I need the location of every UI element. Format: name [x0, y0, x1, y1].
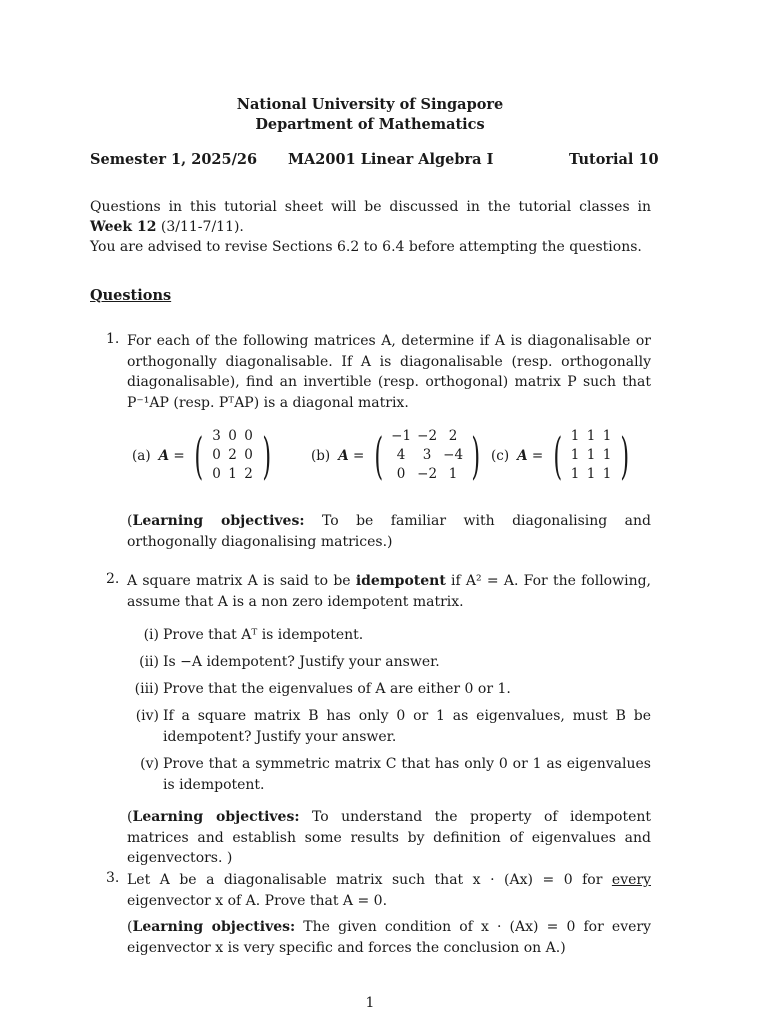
question-1-objective: (Learning objectives: To be familiar with diagonalising and orthogonally diagonalising matrices.): [127, 513, 651, 550]
question-1-text: For each of the following matrices A, determine if A is diagonalisable or orthogonally diagonalisable. If A is diagonalisable (resp. orthogonally diagonalisable), find an invertible (resp. orthogonal) matrix P such that P⁻¹AP (resp. PᵀAP) is a diagonal matrix.: [127, 333, 651, 411]
question-3-text: Let A be a diagonalisable matrix such that x · (Ax) = 0 for every eigenvector x of A. Prove that A = 0.: [127, 872, 651, 909]
question-2-part-iv: (iv) If a square matrix B has only 0 or 1 as eigenvalues, must B be idempotent? Justify your answer.: [135, 708, 651, 745]
matrix-entry: 2: [244, 466, 253, 482]
matrix-b: (b) A = ( −1 −2 2 4 3 −4 0 −2 1 ): [311, 426, 481, 485]
matrix-entry: 1: [602, 428, 612, 444]
question-2-part-v: (v) Prove that a symmetric matrix C that has only 0 or 1 as eigenvalues is idempotent.: [140, 756, 651, 793]
matrix-entry: 1: [570, 447, 580, 463]
matrix-entry: 1: [586, 428, 596, 444]
course-title: MA2001 Linear Algebra I: [288, 151, 494, 168]
section-title: Questions: [90, 287, 172, 304]
matrix-a: (a) A = ( 3 0 0 0 2 0 0 1 2 ): [132, 426, 271, 485]
matrix-entry: 2: [228, 447, 237, 463]
matrix-entry: 0: [228, 428, 237, 444]
matrix-entry: 3: [212, 428, 221, 444]
university-name: National University of Singapore: [236, 96, 504, 113]
intro-paragraph: Questions in this tutorial sheet will be discussed in the tutorial classes in Week 12 (3/11-7/11). You are advised to revise Sections 6.2 to 6.4 before attempting the questions.: [90, 199, 651, 255]
matrix-entry: −2: [417, 428, 438, 444]
matrix-c: (c) A = ( 1 1 1 1 1 1 1 1 1 ): [491, 426, 630, 485]
matrix-entry: 3: [422, 447, 432, 463]
matrix-entry: −4: [443, 447, 464, 463]
matrix-entry: −1: [391, 428, 412, 444]
question-2-part-i: (i) Prove that Aᵀ is idempotent.: [143, 627, 364, 643]
question-1-number: 1.: [106, 331, 120, 347]
matrix-entry: 0: [244, 447, 253, 463]
matrix-entry: 1: [602, 466, 612, 482]
matrix-entry: 1: [228, 466, 237, 482]
question-3-number: 3.: [106, 870, 120, 886]
matrix-entry: 1: [586, 466, 596, 482]
matrix-entry: 4: [396, 447, 406, 463]
matrix-entry: −2: [417, 466, 438, 482]
matrix-entry: 0: [396, 466, 406, 482]
semester: Semester 1, 2025/26: [90, 151, 258, 168]
question-2-text: A square matrix A is said to be idempotent if A² = A. For the following, assume that A is a non zero idempotent matrix.: [127, 573, 651, 610]
question-2-part-iii: (iii) Prove that the eigenvalues of A are either 0 or 1.: [134, 681, 511, 697]
matrix-entry: 1: [570, 466, 580, 482]
matrix-entry: 1: [602, 447, 612, 463]
department-name: Department of Mathematics: [255, 116, 485, 133]
matrix-entry: 1: [570, 428, 580, 444]
page-number: 1: [365, 995, 375, 1011]
question-3-objective: (Learning objectives: The given condition of x · (Ax) = 0 for every eigenvector x is very specific and forces the conclusion on A.): [127, 919, 651, 956]
matrix-entry: 1: [448, 466, 458, 482]
matrix-entry: 2: [448, 428, 458, 444]
matrix-entry: 0: [244, 428, 253, 444]
matrix-entry: 0: [212, 466, 221, 482]
question-2-objective: (Learning objectives: To understand the property of idempotent matrices and establish some results by definition of eigenvalues and eigenvectors. ): [127, 809, 652, 866]
question-2-number: 2.: [106, 571, 120, 587]
tutorial-number: Tutorial 10: [569, 151, 659, 168]
matrix-entry: 1: [586, 447, 596, 463]
question-2-part-ii: (ii) Is −A idempotent? Justify your answer.: [139, 654, 440, 670]
matrix-entry: 0: [212, 447, 221, 463]
